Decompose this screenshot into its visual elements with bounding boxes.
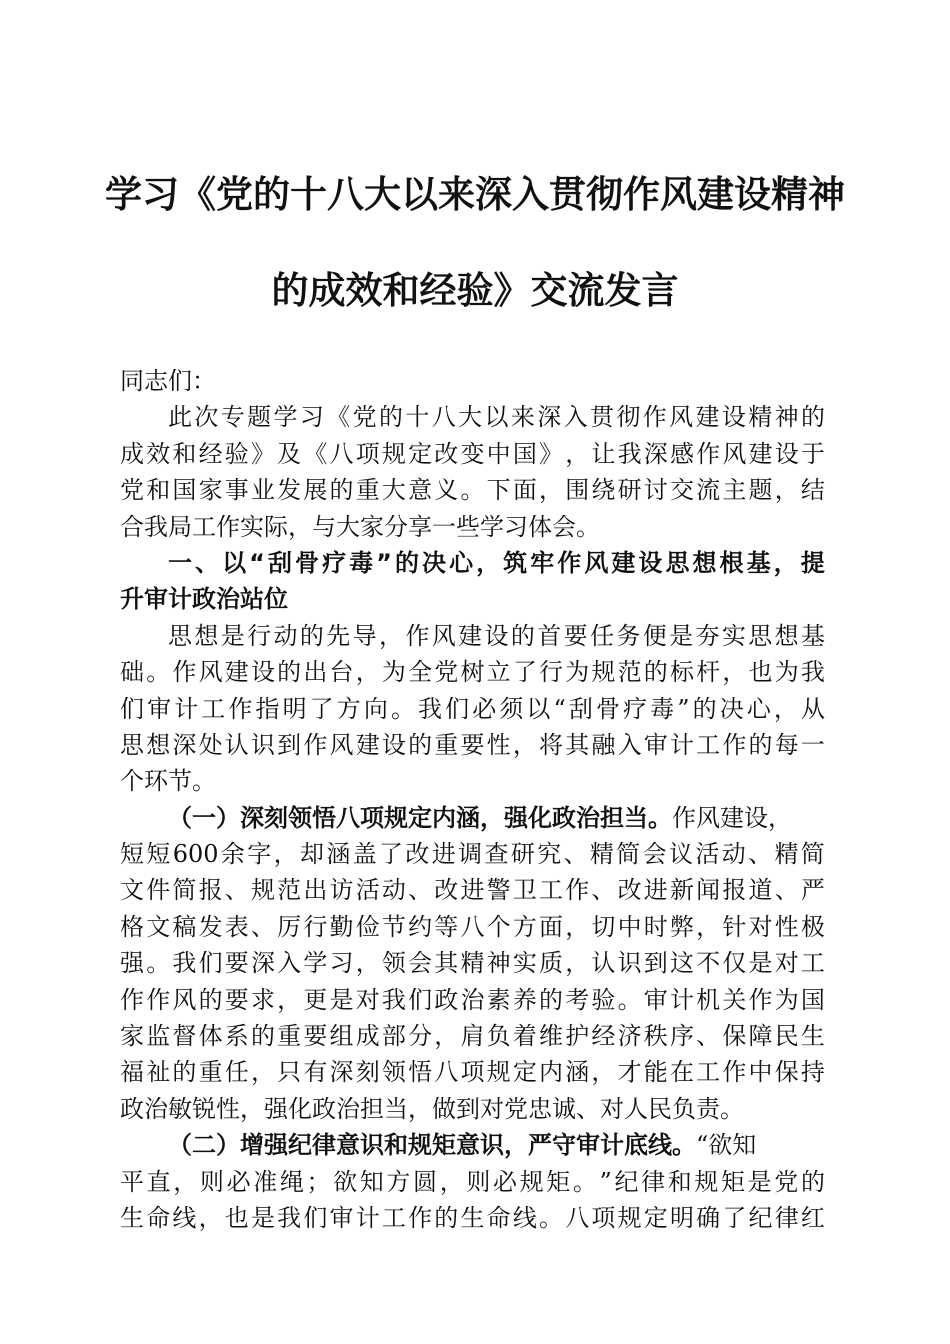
paragraph-line: 础 。 作 风 建 设 的 出 台 ， 为 全 党 树 立 了 行 为 规 范 的 标 杆 ， 也 为 我 (120, 658, 825, 687)
document-body (120, 363, 825, 1236)
paragraph-line: 平 直 ， 则 必 准 绳 ； 欲 知 方 圆 ， 则 必 规 矩 。 ” 纪 律 和 规 矩 是 党 的 (120, 1167, 825, 1196)
intro-line: 成 效 和 经 验 》 及 《 八 项 规 定 改 变 中 国 》 ， 让 我 深 感 作 风 建 设 于 (120, 439, 825, 468)
paragraph-line: 生 命 线 ， 也 是 我 们 审 计 工 作 的 生 命 线 。 八 项 规 定 明 确 了 纪 律 红 (120, 1203, 825, 1232)
greeting: 同志们： (120, 367, 216, 395)
section-heading-1: 升审计政治站位 (120, 585, 288, 614)
paragraph-line: 福 祉 的 重 任 ， 只 有 深 刻 领 悟 八 项 规 定 内 涵 ， 才 能 在 工 作 中 保 持 (120, 1058, 825, 1087)
document-title-line-2: 的成效和经验》交流发言 (271, 268, 679, 312)
paragraph-line: 个环节。 (120, 767, 216, 796)
section-heading-1: 一 、 以 “ 刮 骨 疗 毒 ” 的 决 心 ， 筑 牢 作 风 建 设 思 想 根 基 ， 提 (168, 548, 825, 577)
intro-line: 党 和 国 家 事 业 发 展 的 重 大 意 义 。 下 面 ， 围 绕 研 讨 交 流 主 题 ， 结 (120, 476, 825, 505)
subsection-1-first-line: （一）深刻领悟八项规定内涵，强化政治担当。 作风建设， (120, 800, 825, 836)
paragraph-line: 强 。 我 们 要 深 入 学 习 ， 领 会 其 精 神 实 质 ， 认 识 到 这 不 仅 是 对 工 (120, 949, 825, 978)
subsection-2-first-line: （二）增强纪律意识和规矩意识，严守审计底线。 “欲知 (120, 1127, 825, 1163)
subsection-heading-2: （二）增强纪律意识和规矩意识，严守审计底线。 (168, 1130, 696, 1160)
paragraph-line: 格 文 稿 发 表 、 厉 行 勤 俭 节 约 等 八 个 方 面 ， 切 中 时 弊 ， 针 对 性 极 (120, 912, 825, 941)
paragraph-line: 文 件 简 报 、 规 范 出 访 活 动 、 改 进 警 卫 工 作 、 改 进 新 闻 报 道 、 严 (120, 876, 825, 905)
paragraph-line: 思 想 是 行 动 的 先 导 ， 作 风 建 设 的 首 要 任 务 便 是 夯 实 思 想 基 (168, 621, 825, 650)
paragraph-line: 作 作 风 的 要 求 ， 更 是 对 我 们 政 治 素 养 的 考 验 。 审 计 机 关 作 为 国 (120, 985, 825, 1014)
subsection-heading-1: （一）深刻领悟八项规定内涵，强化政治担当。 (168, 802, 672, 832)
paragraph-line: 家 监 督 体 系 的 重 要 组 成 部 分 ， 肩 负 着 维 护 经 济 秩 序 、 保 障 民 生 (120, 1022, 825, 1051)
paragraph-line: 短 短 600 余 字 ， 却 涵 盖 了 改 进 调 查 研 究 、 精 简 会 议 活 动 、 精 简 (120, 840, 825, 869)
document-title-line-1: 学习《党的十八大以来深入贯彻作风建设精神 (105, 172, 845, 216)
paragraph-line: 思 想 深 处 认 识 到 作 风 建 设 的 重 要 性 ， 将 其 融 入 审 计 工 作 的 每 一 (120, 730, 825, 759)
paragraph-line: 们 审 计 工 作 指 明 了 方 向 。 我 们 必 须 以 “ 刮 骨 疗 毒 ” 的 决 心 ， 从 (120, 694, 825, 723)
intro-line: 此 次 专 题 学 习 《 党 的 十 八 大 以 来 深 入 贯 彻 作 风 建 设 精 神 的 (168, 403, 825, 432)
paragraph-line: 政治敏锐性，强化政治担当，做到对党忠诚、对人民负责。 (120, 1094, 744, 1123)
intro-line: 合我局工作实际，与大家分享一些学习体会。 (120, 512, 600, 541)
